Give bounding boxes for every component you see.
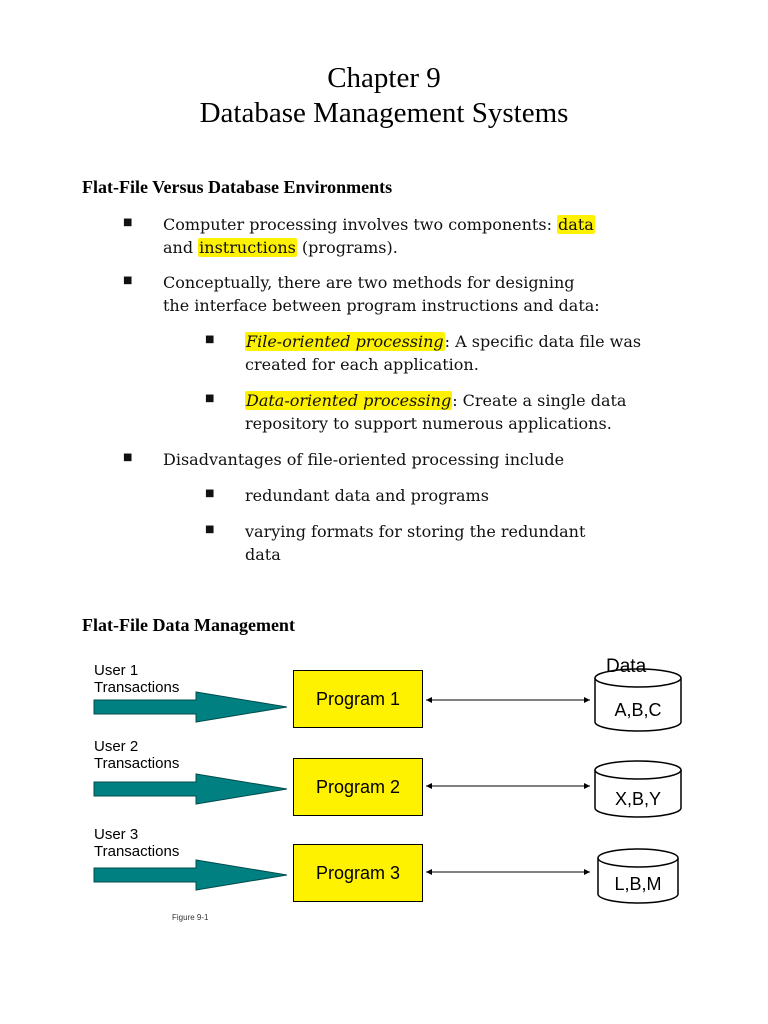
subbullet-data-oriented: ■ Data-oriented processing: Create a single data repository to support numerous applications. (205, 391, 627, 433)
program-box-2: Program 2 (293, 758, 423, 816)
figure-caption: Figure 9-1 (172, 913, 209, 922)
square-bullet-icon: ■ (123, 452, 133, 463)
section-heading-flat-file: Flat-File Data Management (82, 615, 295, 635)
chapter-number: Chapter 9 (327, 62, 441, 94)
section-heading-environments: Flat-File Versus Database Environments (82, 177, 393, 197)
user-label-3: User 3 Transactions (94, 826, 180, 860)
subbullet-redundant: ■ redundant data and programs (205, 486, 489, 505)
highlight-data-oriented: Data-oriented processing (246, 391, 452, 410)
transaction-arrow-3 (94, 860, 287, 890)
user-label-1: User 1 Transactions (94, 662, 180, 696)
bullet-methods: ■ Conceptually, there are two methods for designing the interface between program instructions and data: (123, 273, 600, 315)
subbullet-formats: ■ varying formats for storing the redundant data (205, 522, 586, 564)
square-bullet-icon: ■ (205, 393, 215, 404)
data-file-label-2: X,B,Y (614, 789, 662, 809)
bullet-components: ■ Computer processing involves two components: data and instructions (programs). (123, 215, 594, 257)
flat-file-diagram (0, 640, 768, 940)
bullet-disadvantages: ■ Disadvantages of file-oriented processing include (123, 450, 565, 469)
square-bullet-icon: ■ (205, 524, 215, 535)
data-file-label-1: A,B,C (614, 700, 662, 720)
data-heading: Data (606, 656, 647, 677)
program-box-1: Program 1 (293, 670, 423, 728)
square-bullet-icon: ■ (205, 334, 215, 345)
data-file-label-3: L,B,M (614, 874, 662, 894)
square-bullet-icon: ■ (205, 488, 215, 499)
highlight-instructions: instructions (199, 238, 296, 257)
transaction-arrow-1 (94, 692, 287, 722)
user-label-2: User 2 Transactions (94, 738, 180, 772)
subbullet-file-oriented: ■ File-oriented processing: A specific data file was created for each application. (205, 332, 642, 374)
highlight-file-oriented: File-oriented processing (246, 332, 444, 351)
program-box-3: Program 3 (293, 844, 423, 902)
highlight-data: data (558, 215, 594, 234)
square-bullet-icon: ■ (123, 217, 133, 228)
square-bullet-icon: ■ (123, 275, 133, 286)
chapter-title: Database Management Systems (199, 97, 569, 129)
transaction-arrow-2 (94, 774, 287, 804)
